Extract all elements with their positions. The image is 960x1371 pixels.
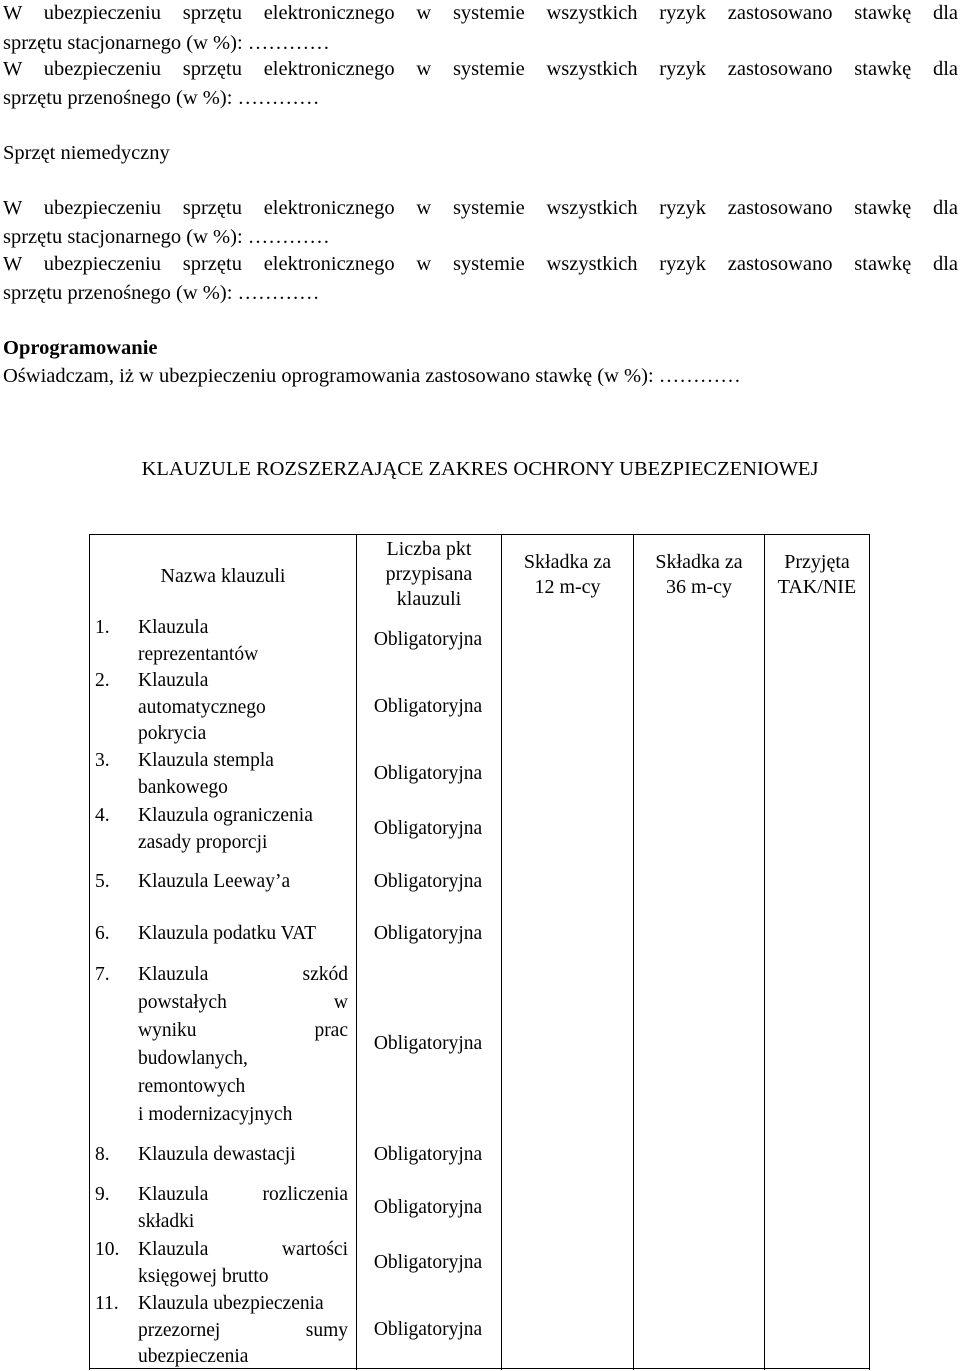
clause-name-line: księgowej brutto [138,1265,269,1287]
clause-points: Obligatoryjna [373,696,483,717]
column-header-fee-36: 36 m-cy [665,576,733,598]
clause-name [138,1291,348,1371]
paragraph-line: W ubezpieczeniu sprzętu elektronicznego w systemie wszystkich ryzyk zastosowano stawkę dla [3,2,958,24]
row-number: 11. [95,1293,119,1314]
row-number: 10. [95,1239,120,1260]
clause-name-line: Klauzula [138,670,209,691]
paragraph-line: W ubezpieczeniu sprzętu elektronicznego w systemie wszystkich ryzyk zastosowano stawkę dla [3,253,958,275]
clause-name [138,1237,348,1290]
clause-points: Obligatoryjna [373,763,483,784]
row-number: 8. [95,1144,110,1165]
clause-name-line: przezornej sumy [138,1319,348,1341]
clause-name-line: bankowego [138,776,228,798]
clause-points: Obligatoryjna [373,1197,483,1218]
clause-points: Obligatoryjna [373,1252,483,1273]
clause-name-line: Klauzula ograniczenia [138,805,313,826]
column-header-name: Nazwa klauzuli [160,565,286,587]
column-header-points: Liczba pkt [386,538,472,560]
table-column-divider [356,534,357,1370]
clause-points: Obligatoryjna [373,871,483,892]
clause-name [138,748,351,801]
clause-name-line: pokrycia [138,723,207,744]
column-header-fee-12: 12 m-cy [534,576,601,598]
clause-name-line: budowlanych, [138,1048,248,1069]
paragraph-line: sprzętu przenośnego (w %): ………… [3,282,320,304]
clause-name-line: Klauzula [138,617,209,638]
clause-name-line: Klauzula szkód [138,964,348,985]
clause-name-line: Klauzula ubezpieczenia [138,1293,324,1314]
clause-name [138,615,351,668]
column-header-accepted: Przyjęta [784,551,850,573]
clause-name [138,921,351,948]
row-number: 2. [95,670,110,691]
clause-name-line: Klauzula stempla [138,750,274,771]
clause-name-line: Klauzula podatku VAT [138,923,317,944]
column-header-accepted: TAK/NIE [777,576,857,598]
column-header-points: przypisana [385,563,473,585]
table-border-right [869,534,870,1370]
subheading-sprzet-niemedyczny: Sprzęt niemedyczny [3,142,170,164]
table-border-top [89,534,870,535]
clause-name-line: ubezpieczenia [138,1346,249,1367]
clause-name-line: Klauzula wartości [138,1239,348,1260]
clause-points: Obligatoryjna [373,1319,483,1340]
table-column-divider [764,534,765,1370]
clause-name [138,668,351,748]
table-column-divider [633,534,634,1370]
row-number: 7. [95,964,110,985]
clause-name-line: reprezentantów [138,643,259,665]
column-header-fee-12: Składka za [523,551,612,573]
row-number: 9. [95,1184,110,1205]
row-number: 4. [95,805,110,826]
clause-name [138,869,351,896]
clause-name-line: zasady proporcji [138,831,268,853]
clause-points: Obligatoryjna [373,1033,483,1054]
paragraph-line: Oświadczam, iż w ubezpieczeniu oprogramowania zastosowano stawkę (w %): ………… [3,365,741,387]
paragraph-line: sprzętu stacjonarnego (w %): ………… [3,226,330,248]
clause-name [138,961,348,1129]
section-title: KLAUZULE ROZSZERZAJĄCE ZAKRES OCHRONY UBEZPIECZENIOWEJ [141,458,819,480]
clause-name [138,1142,351,1169]
column-header-points: klauzuli [396,588,462,610]
clause-name [138,803,351,856]
clause-name-line: składki [138,1210,195,1232]
clause-points: Obligatoryjna [373,923,483,944]
column-header-fee-36: Składka za [655,551,743,573]
clause-name-line: Klauzula rozliczenia [138,1184,348,1205]
clause-name-line: automatycznego [138,696,266,718]
clause-points: Obligatoryjna [373,629,483,650]
clause-name-line: remontowych [138,1076,246,1097]
clause-name [138,1182,348,1235]
clause-name-line: i modernizacyjnych [138,1104,293,1125]
paragraph-line: sprzętu przenośnego (w %): ………… [3,87,320,109]
clause-name-line: wyniku prac [138,1020,348,1041]
table-border-bottom [89,1368,870,1369]
clause-name-line: Klauzula dewastacji [138,1144,296,1165]
clause-points: Obligatoryjna [373,818,483,839]
row-number: 5. [95,871,110,892]
clause-name-line: powstałych w [138,992,348,1013]
paragraph-line: W ubezpieczeniu sprzętu elektronicznego w systemie wszystkich ryzyk zastosowano stawkę dla [3,58,958,80]
table-column-divider [501,534,502,1370]
table-border-left [89,534,90,1370]
subheading-oprogramowanie: Oprogramowanie [3,337,158,359]
paragraph-line: W ubezpieczeniu sprzętu elektronicznego w systemie wszystkich ryzyk zastosowano stawkę dla [3,197,958,219]
row-number: 6. [95,923,110,944]
clause-name-line: Klauzula Leeway’a [138,871,291,892]
row-number: 3. [95,750,110,771]
clause-points: Obligatoryjna [373,1144,483,1165]
paragraph-line: sprzętu stacjonarnego (w %): ………… [3,32,330,54]
row-number: 1. [95,617,110,638]
